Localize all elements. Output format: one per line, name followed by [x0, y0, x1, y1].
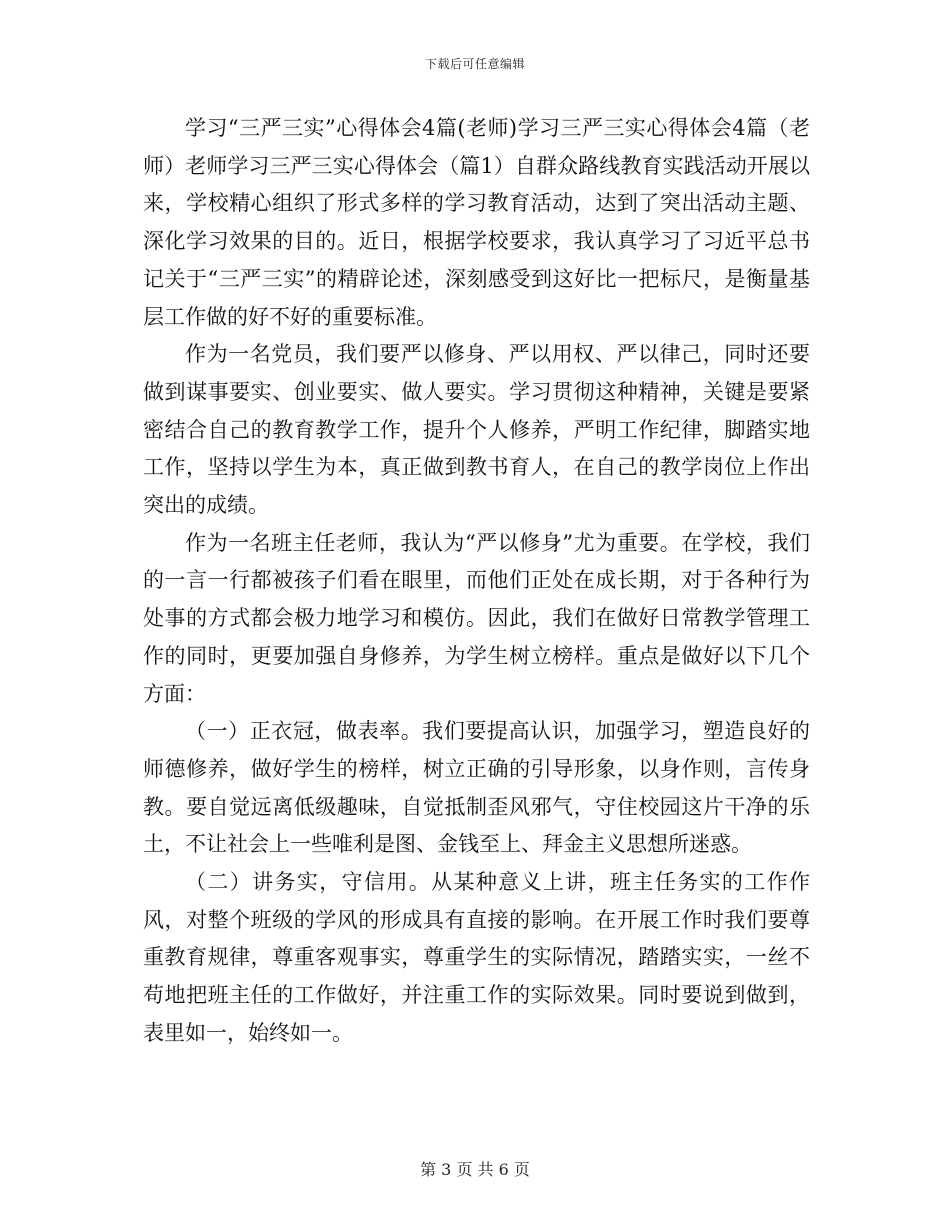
paragraph-4: （一）正衣冠，做表率。我们要提高认识，加强学习，塑造良好的师德修养，做好学生的榜样，树立正确的引导形象，以身作则，言传身教。要自觉远离低级趣味，自觉抵制歪风邪气，守住校园这片干净的乐土，不让社会上一些唯利是图、金钱至上、拜金主义思想所迷惑。 [143, 719, 810, 857]
document-body [143, 110, 810, 1053]
page-header-note: 下载后可任意编辑 [424, 57, 525, 71]
paragraph-1: 学习“三严三实”心得体会4篇(老师)学习三严三实心得体会4篇（老师）老师学习三严三实心得体会（篇1）自群众路线教育实践活动开展以来，学校精心组织了形式多样的学习教育活动，达到了突出活动主题、深化学习效果的目的。近日，根据学校要求，我认真学习了习近平总书记关于“三严三实”的精辟论述，深刻感受到这好比一把标尺，是衡量基层工作做的好不好的重要标准。 [143, 116, 810, 329]
paragraph-3: 作为一名班主任老师，我认为“严以修身”尤为重要。在学校，我们的一言一行都被孩子们看在眼里，而他们正处在成长期，对于各种行为处事的方式都会极力地学习和模仿。因此，我们在做好日常教学管理工作的同时，更要加强自身修养，为学生树立榜样。重点是做好以下几个方面： [143, 530, 810, 706]
paragraph-5: （二）讲务实，守信用。从某种意义上讲，班主任务实的工作作风，对整个班级的学风的形成具有直接的影响。在开展工作时我们要尊重教育规律，尊重客观事实，尊重学生的实际情况，踏踏实实，一丝不苟地把班主任的工作做好，并注重工作的实际效果。同时要说到做到，表里如一，始终如一。 [143, 870, 810, 1045]
page-number: 第 3 页 共 6 页 [420, 1160, 530, 1179]
paragraph-2: 作为一名党员，我们要严以修身、严以用权、严以律己，同时还要做到谋事要实、创业要实、做人要实。学习贯彻这种精神，关键是要紧密结合自己的教育教学工作，提升个人修养，严明工作纪律，脚踏实地工作，坚持以学生为本，真正做到教书育人，在自己的教学岗位上作出突出的成绩。 [143, 342, 810, 518]
